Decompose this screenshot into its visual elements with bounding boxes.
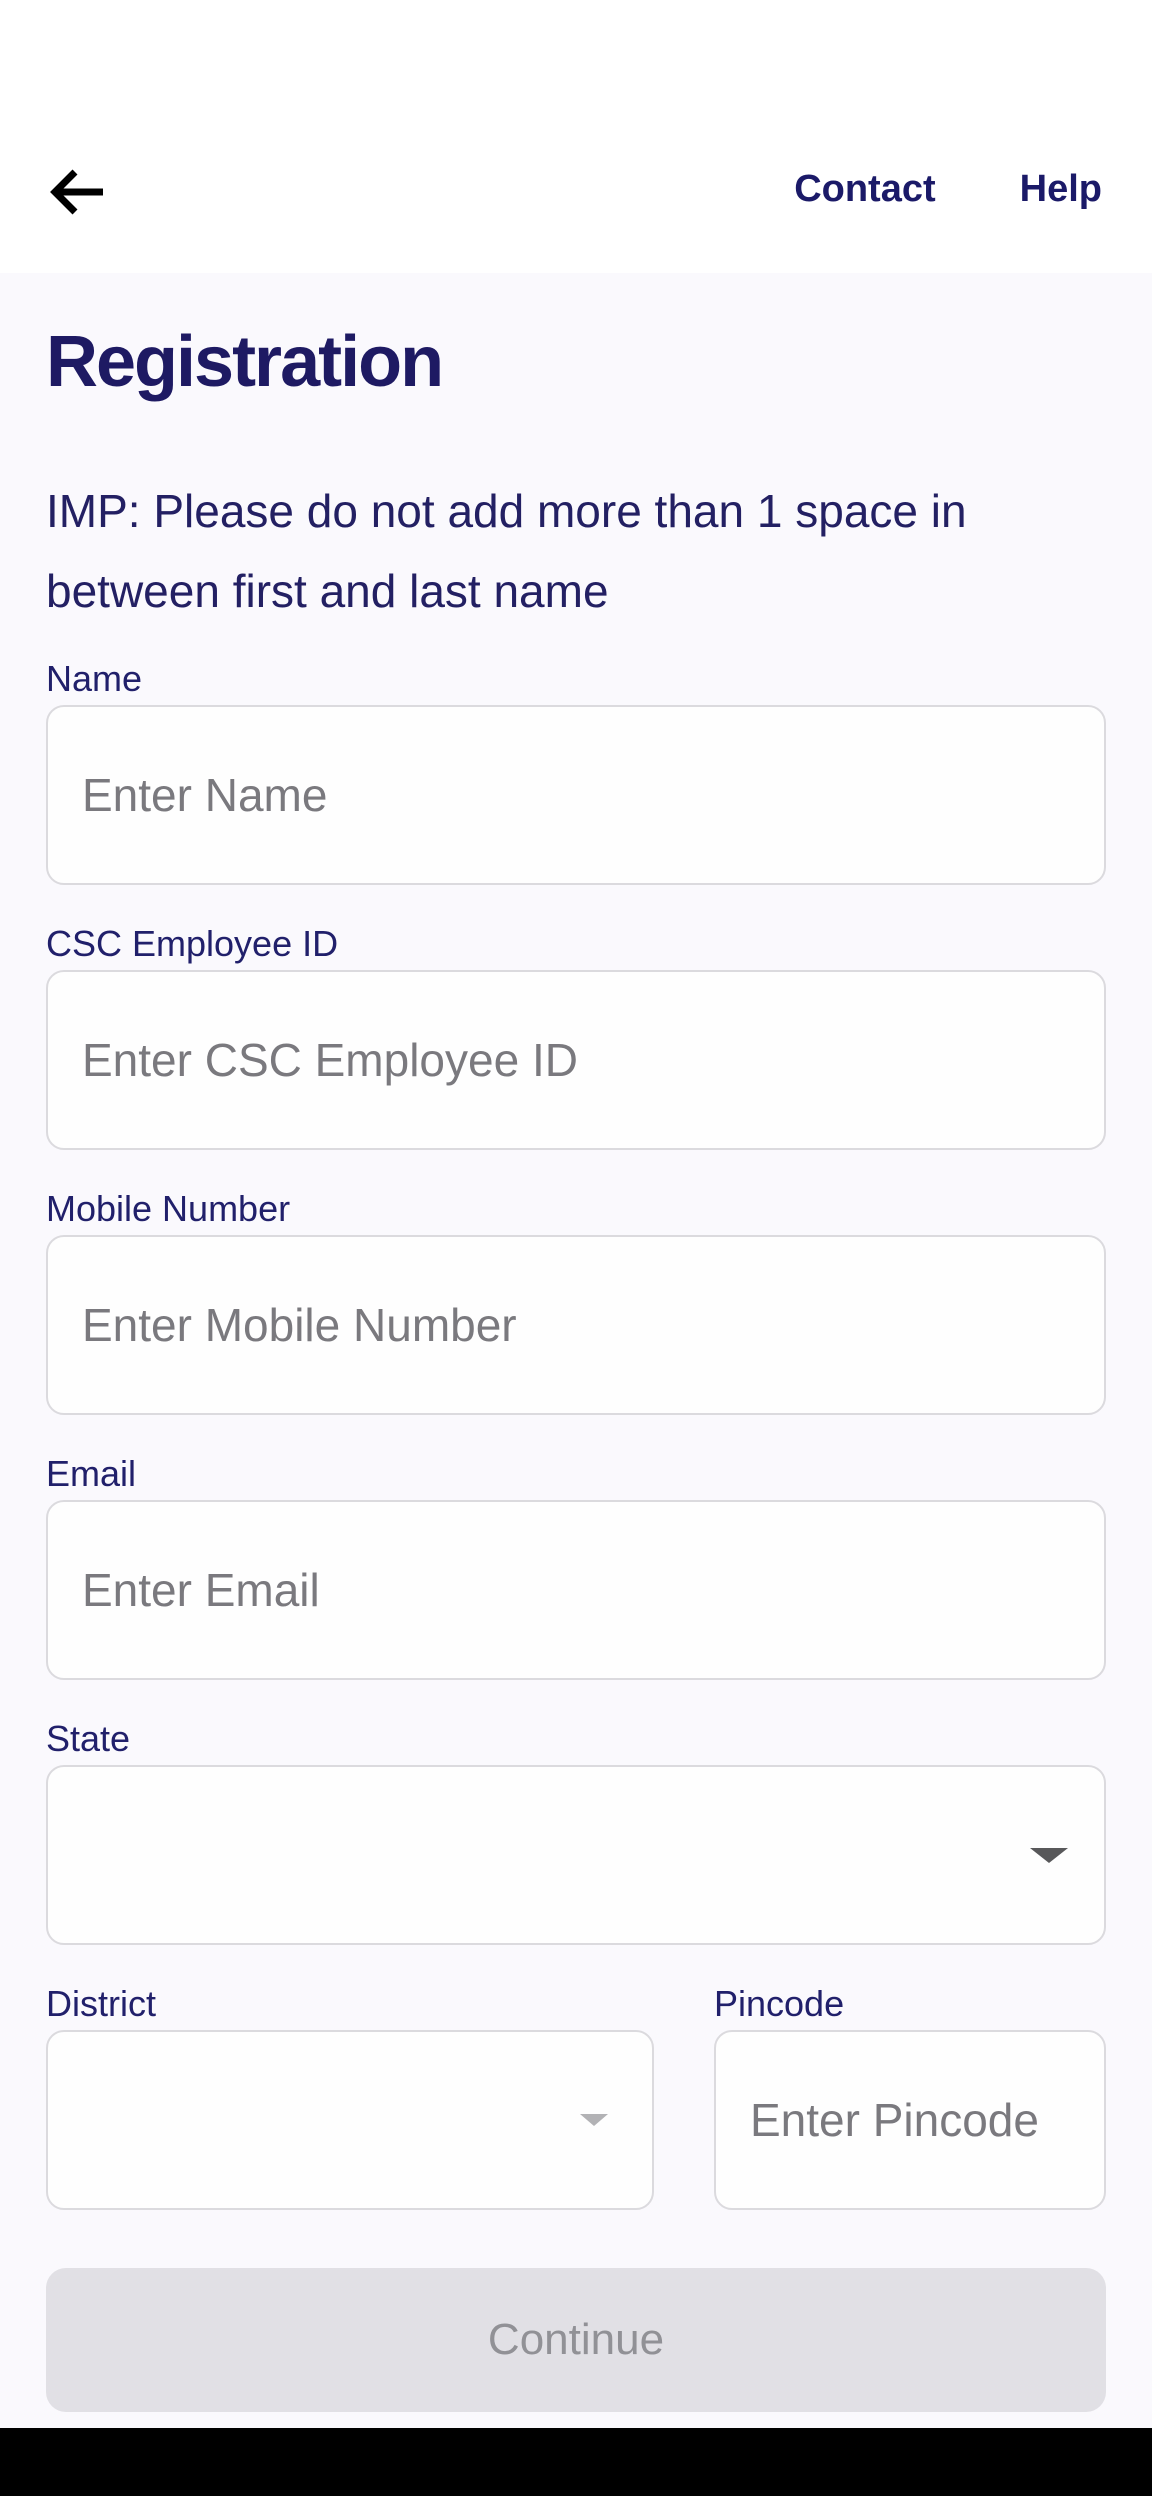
email-input[interactable] — [46, 1500, 1106, 1680]
chevron-down-icon — [1030, 1848, 1068, 1863]
contact-link[interactable]: Contact — [794, 168, 936, 210]
imp-warning-line-2: between first and last name — [46, 565, 609, 617]
csc-employee-id-label: CSC Employee ID — [46, 923, 339, 964]
state-select[interactable] — [46, 1765, 1106, 1945]
email-field-group — [46, 1452, 1106, 1680]
registration-form — [0, 273, 1152, 2428]
continue-button[interactable]: Continue — [46, 2268, 1106, 2412]
state-field-group — [46, 1717, 1106, 1945]
pincode-input[interactable] — [714, 2030, 1106, 2210]
email-label: Email — [46, 1453, 137, 1494]
district-select[interactable] — [46, 2030, 654, 2210]
top-bar — [0, 0, 1152, 273]
mobile-number-field-group — [46, 1187, 1106, 1415]
mobile-number-label: Mobile Number — [46, 1188, 291, 1229]
system-navigation-bar — [0, 2428, 1152, 2496]
state-label: State — [46, 1718, 131, 1759]
mobile-number-input[interactable] — [46, 1235, 1106, 1415]
imp-warning-note — [46, 471, 1106, 631]
district-field-group — [46, 1982, 654, 2210]
name-input[interactable] — [46, 705, 1106, 885]
page-title: Registration — [46, 322, 443, 402]
pincode-label: Pincode — [714, 1983, 845, 2024]
name-field-group — [46, 657, 1106, 885]
csc-employee-id-input[interactable] — [46, 970, 1106, 1150]
header-nav — [794, 168, 1102, 211]
arrow-left-icon — [49, 166, 107, 221]
chevron-down-icon — [580, 2114, 608, 2126]
csc-employee-id-field-group — [46, 922, 1106, 1150]
district-pincode-row — [46, 1982, 1106, 2210]
back-button[interactable] — [46, 158, 110, 228]
district-label: District — [46, 1983, 156, 2024]
pincode-field-group — [714, 1982, 1106, 2210]
help-link[interactable]: Help — [1019, 168, 1102, 210]
name-label: Name — [46, 658, 143, 699]
imp-warning-line-1: IMP: Please do not add more than 1 space in — [46, 485, 967, 537]
